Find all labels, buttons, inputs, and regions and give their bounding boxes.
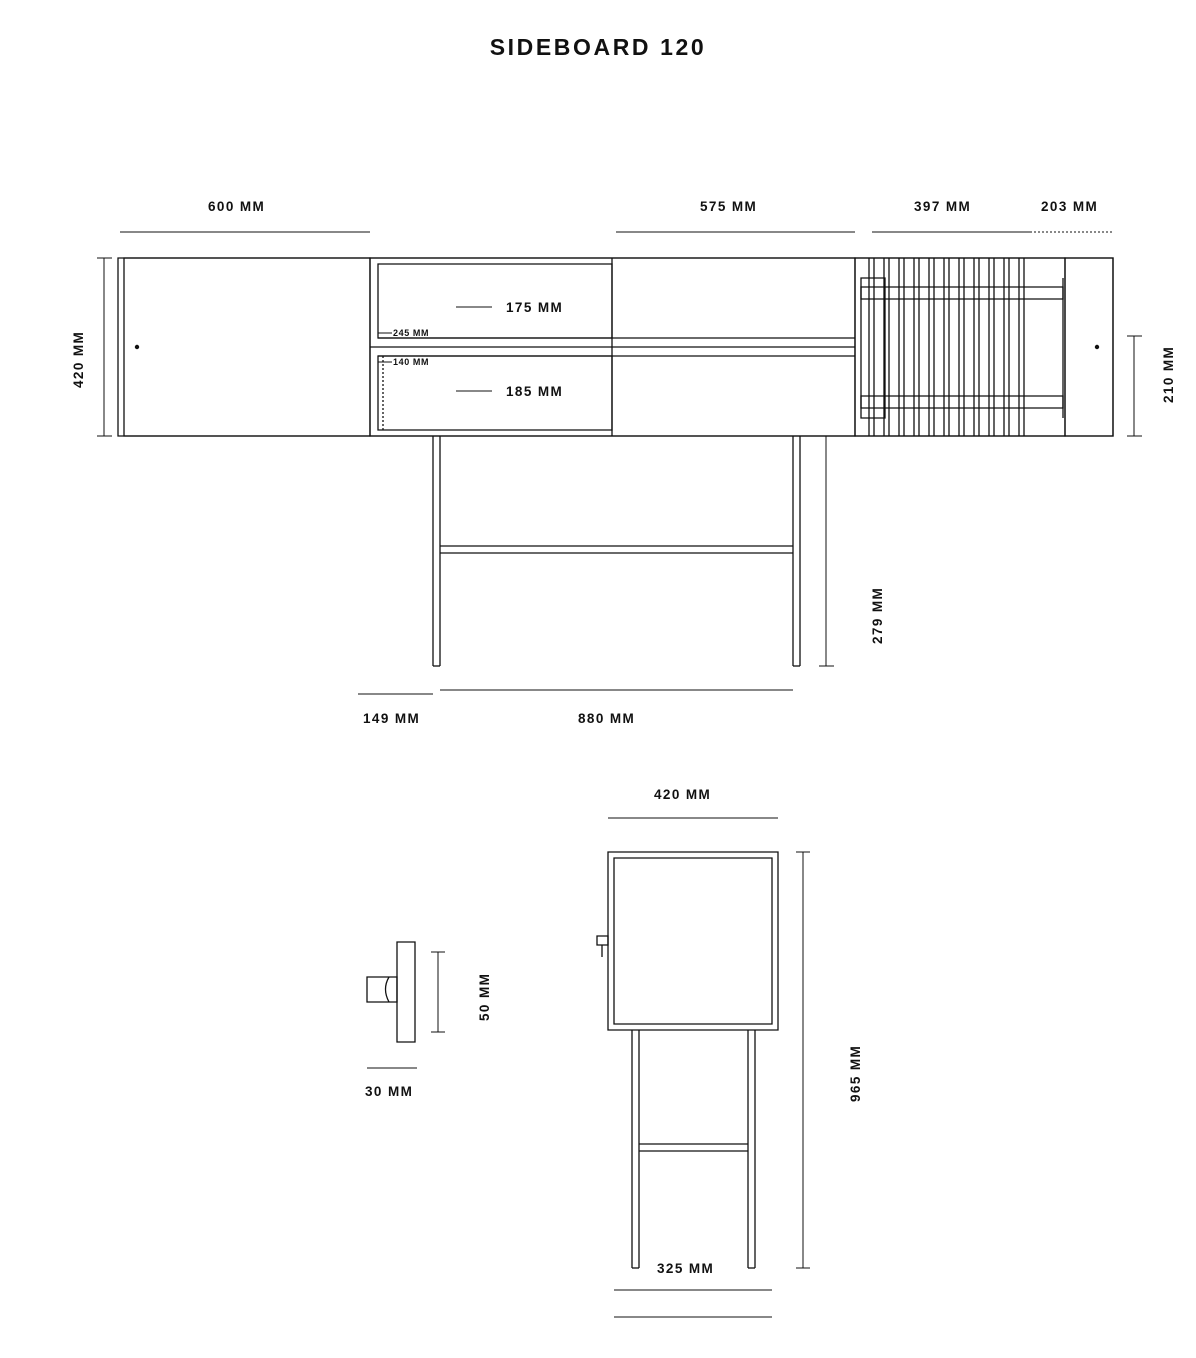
handle-detail-plate: [397, 942, 415, 1042]
left-upper-cell: [378, 264, 612, 338]
dim-upper-drawer-height: 175 MM: [506, 300, 564, 315]
dim-handle-height: 50 MM: [477, 972, 492, 1021]
dim-base-frame-width: 880 MM: [578, 711, 636, 726]
left-lower-cell: [378, 356, 612, 430]
dim-foot-spread: 325 MM: [657, 1261, 715, 1276]
dim-side-depth: 420 MM: [654, 787, 712, 802]
dim-lower-compartment-depth: 140 MM: [393, 357, 430, 367]
dim-total-height: 965 MM: [848, 1044, 863, 1102]
dim-rack-height: 210 MM: [1161, 345, 1176, 403]
left-door-knob: [135, 345, 139, 349]
dim-cabinet-height: 420 MM: [71, 330, 86, 388]
side-cabinet-door: [614, 858, 772, 1024]
dim-left-door-width: 600 MM: [208, 199, 266, 214]
rack-lower-rail: [861, 396, 1063, 408]
right-side-panel: [1065, 258, 1113, 436]
rack-upper-rail: [861, 287, 1063, 299]
dim-leg-height: 279 MM: [870, 586, 885, 644]
dim-right-panel-width: 203 MM: [1041, 199, 1099, 214]
dimension-lines-front: [97, 232, 1142, 694]
left-door-panel: [124, 258, 370, 436]
side-door-handle: [597, 936, 608, 945]
rack-section-frame: [855, 258, 1065, 436]
handle-detail-grip: [367, 977, 397, 1002]
dim-rack-section-width: 397 MM: [914, 199, 972, 214]
page-title: SIDEBOARD 120: [489, 34, 707, 60]
dim-lower-drawer-height: 185 MM: [506, 384, 564, 399]
dimension-lines-side: [608, 818, 810, 1317]
right-door-knob: [1095, 345, 1099, 349]
handle-detail-curve: [386, 977, 390, 1002]
dim-upper-compartment-depth: 245 MM: [393, 328, 430, 338]
side-cabinet-body: [608, 852, 778, 1030]
rack-slats: [869, 258, 1024, 436]
dim-drawer-section-width: 575 MM: [700, 199, 758, 214]
dim-leg-inset: 149 MM: [363, 711, 421, 726]
dimension-lines-handle: [367, 952, 445, 1068]
dim-handle-width: 30 MM: [365, 1084, 414, 1099]
